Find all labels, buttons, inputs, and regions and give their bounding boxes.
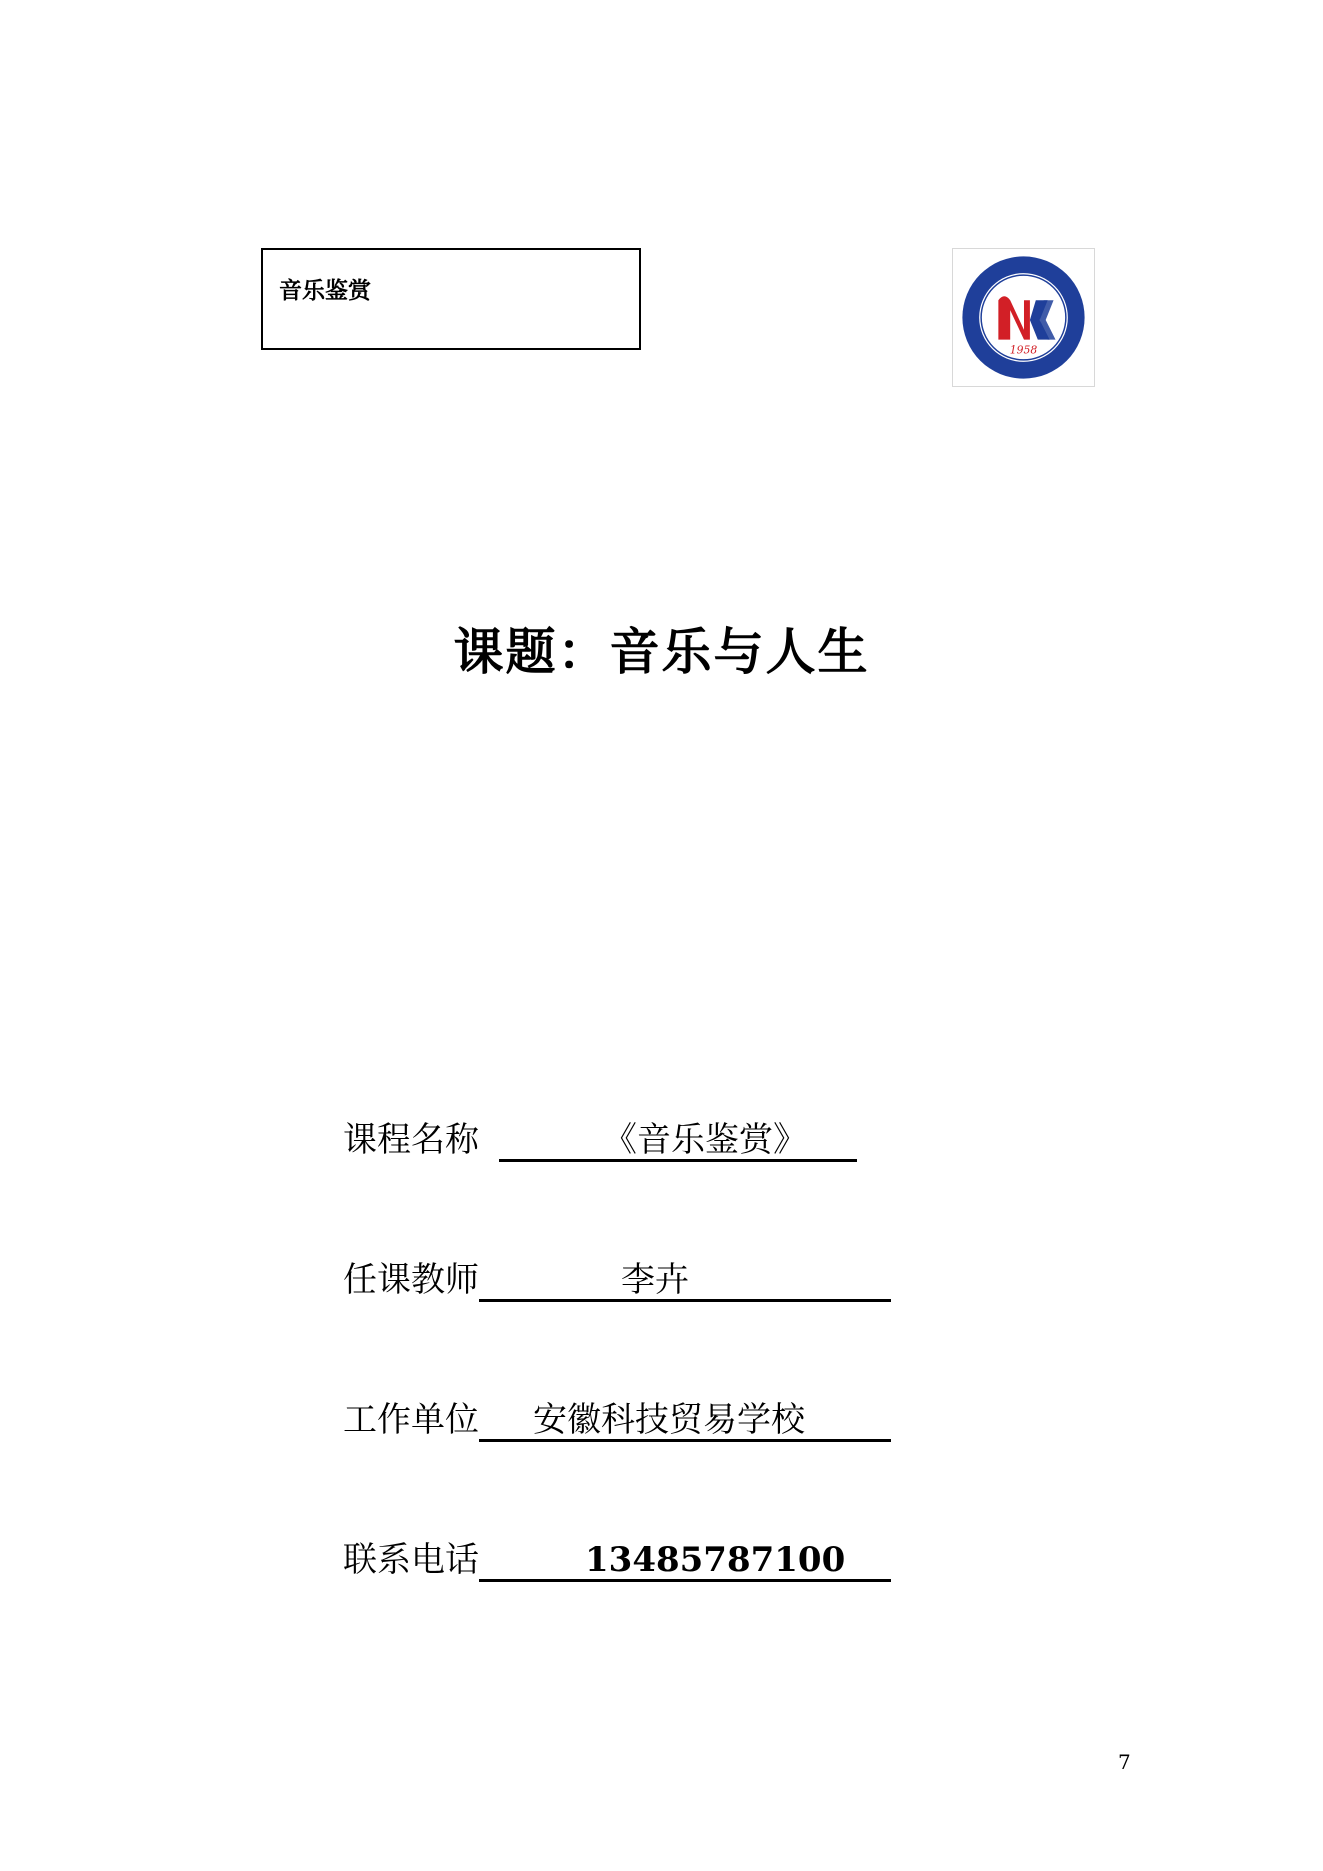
field-work-unit bbox=[343, 1392, 891, 1442]
page-title: 课题：音乐与人生 bbox=[453, 623, 870, 681]
field-phone bbox=[343, 1532, 891, 1582]
field-label: 课程名称 bbox=[343, 1120, 479, 1160]
school-emblem-icon bbox=[952, 248, 1095, 387]
course-box-text: 音乐鉴赏 bbox=[279, 278, 371, 304]
field-value: 安徽科技贸易学校 bbox=[479, 1398, 891, 1442]
course-name-box bbox=[261, 248, 641, 350]
field-value: 13485787100 bbox=[479, 1538, 891, 1582]
field-value: 《音乐鉴赏》 bbox=[499, 1118, 857, 1162]
field-value: 李卉 bbox=[479, 1258, 891, 1302]
field-teacher bbox=[343, 1252, 891, 1302]
field-label: 联系电话 bbox=[343, 1540, 479, 1580]
field-label: 工作单位 bbox=[343, 1400, 479, 1440]
page-number: 7 bbox=[1118, 1750, 1131, 1774]
field-label: 任课教师 bbox=[343, 1260, 479, 1300]
emblem-year: 1958 bbox=[1009, 343, 1038, 357]
field-course-name bbox=[343, 1112, 857, 1162]
